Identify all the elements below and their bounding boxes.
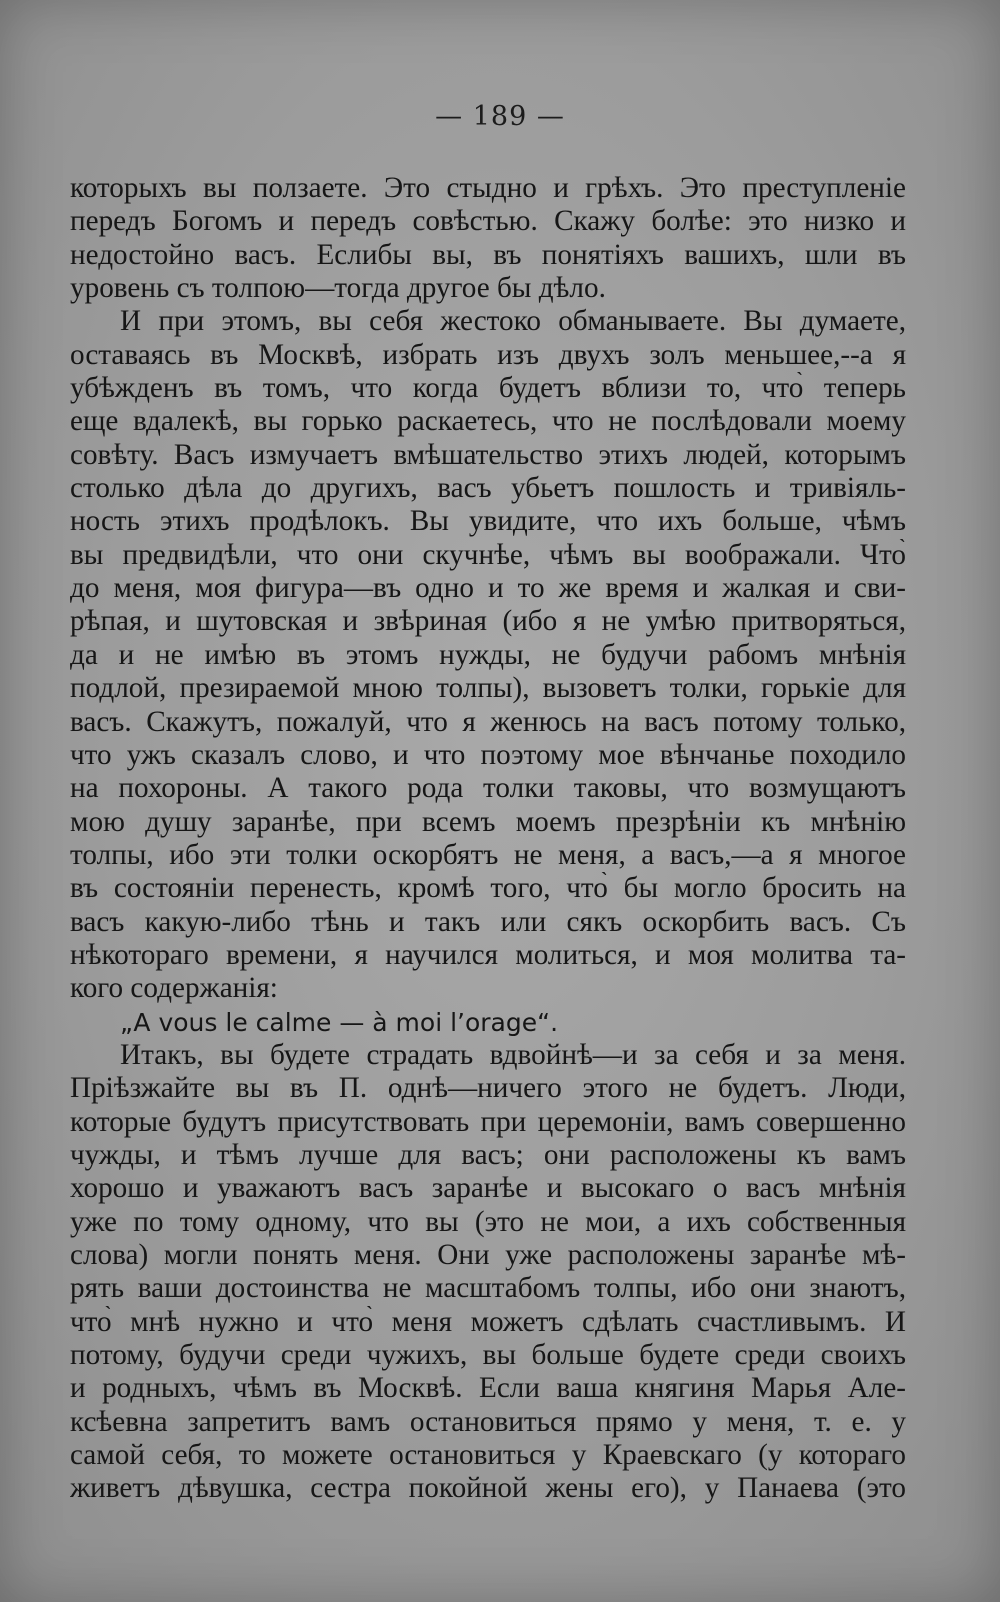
text-line: и родныхъ, чѣмъ въ Москвѣ. Если ваша княгиня Марья Але- <box>70 1372 906 1405</box>
text-line: передъ Богомъ и передъ совѣстью. Скажу болѣе: это низко и <box>70 205 906 238</box>
text-line: И при этомъ, вы себя жестоко обманываете. Вы думаете, <box>120 305 906 338</box>
text-line: рѣпая, и шутовская и звѣриная (ибо я не умѣю притворяться, <box>70 605 906 638</box>
text-line: живетъ дѣвушка, сестра покойной жены его), у Панаева (это <box>70 1472 906 1505</box>
text-line: нѣкотораго времени, я научился молиться, и моя молитва та- <box>70 938 906 971</box>
text-line: подлой, презираемой мною толпы), вызоветъ толки, горькіе для <box>70 672 906 705</box>
text-line: вы предвидѣли, что они скучнѣе, чѣмъ вы воображали. Что̀ <box>70 538 906 571</box>
text-line: что̀ мнѣ нужно и что̀ меня можетъ сдѣлать счастливымъ. И <box>70 1305 906 1338</box>
text-line: столько дѣла до другихъ, васъ убьетъ пошлость и тривіяль- <box>70 472 906 505</box>
text-line: уже по тому одному, что вы (это не мои, а ихъ собственныя <box>70 1205 906 1238</box>
text-line: да и не имѣю въ этомъ нужды, не будучи рабомъ мнѣнія <box>70 638 906 671</box>
text-line: слова) могли понять меня. Они уже расположены заранѣе мѣ- <box>70 1239 906 1271</box>
body-text <box>70 172 906 1506</box>
page-number: — 189 — <box>435 101 565 132</box>
text-line: Итакъ, вы будете страдать вдвойнѣ—и за себя и за меня. <box>120 1038 906 1071</box>
text-line: еще вдалекѣ, вы горько раскаетесь, что не послѣдовали моему <box>70 405 906 438</box>
text-line: васъ какую-либо тѣнь и такъ или сякъ оскорбить васъ. Съ <box>70 905 906 938</box>
text-line: ксѣевна запретитъ вамъ остановиться прямо у меня, т. е. у <box>70 1405 906 1438</box>
text-line: убѣжденъ въ томъ, что когда будетъ вблизи то, что̀ теперь <box>70 372 906 405</box>
text-line: чужды, и тѣмъ лучше для васъ; они расположены къ вамъ <box>70 1138 906 1171</box>
text-line: Пріѣзжайте вы въ П. однѣ—ничего этого не будетъ. Люди, <box>70 1072 906 1105</box>
text-line: на похороны. А такого рода толки таковы, что возмущаютъ <box>70 772 906 805</box>
text-line: что ужъ сказалъ слово, и что поэтому мое вѣнчанье походило <box>70 738 906 771</box>
text-line: васъ. Скажутъ, пожалуй, что я женюсь на васъ потому только, <box>70 705 906 738</box>
quote-line: „A vous le calme — à moi l’orage“. <box>120 1007 559 1037</box>
text-line: ность этихъ продѣлокъ. Вы увидите, что ихъ больше, чѣмъ <box>70 505 906 538</box>
text-line: недостойно васъ. Еслибы вы, въ понятіяхъ вашихъ, шли въ <box>70 238 906 271</box>
text-line: толпы, ибо эти толки оскорбятъ не меня, а васъ,—а я многое <box>70 838 906 871</box>
text-line: въ состояніи перенесть, кромѣ того, что̀ бы могло бросить на <box>70 872 906 905</box>
text-line: до меня, моя фигура—въ одно и то же время и жалкая и сви- <box>70 572 906 605</box>
text-line: самой себя, то можете остановиться у Краевскаго (у котораго <box>70 1439 906 1472</box>
text-line: кого содержанія: <box>70 972 278 1005</box>
text-line: которые будутъ присутствовать при церемоніи, вамъ совершенно <box>70 1105 906 1138</box>
text-line: хорошо и уважаютъ васъ заранѣе и высокаго о васъ мнѣнія <box>70 1172 906 1205</box>
text-line: оставаясь въ Москвѣ, избрать изъ двухъ золъ меньшее,--а я <box>70 338 906 371</box>
text-line: которыхъ вы ползаете. Это стыдно и грѣхъ. Это преступленіе <box>70 172 906 204</box>
text-line: уровень съ толпою—тогда другое бы дѣло. <box>70 272 606 305</box>
text-line: рять ваши достоинства не масштабомъ толпы, ибо они знаютъ, <box>70 1272 906 1305</box>
text-line: совѣту. Васъ измучаетъ вмѣшательство этихъ людей, которымъ <box>70 438 906 471</box>
text-line: мою душу заранѣе, при всемъ моемъ презрѣніи къ мнѣнію <box>70 805 906 838</box>
text-line: потому, будучи среди чужихъ, вы больше будете среди своихъ <box>70 1339 906 1372</box>
